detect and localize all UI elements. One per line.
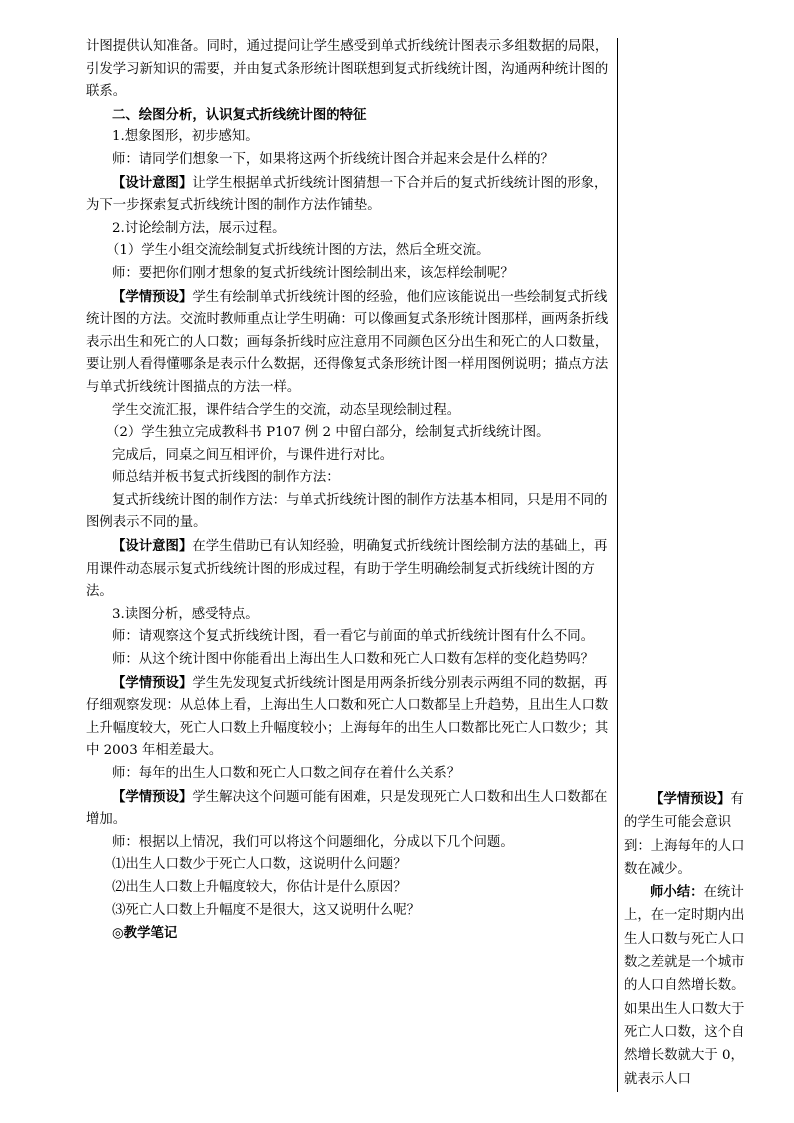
- paragraph: 师：根据以上情况，我们可以将这个问题细化，分成以下几个问题。: [112, 834, 514, 850]
- paragraph: （1）学生小组交流绘制复式折线统计图的方法，然后全班交流。: [106, 243, 490, 259]
- paragraph: 师：请同学们想象一下，如果将这两个折线统计图合并起来会是什么样的？: [112, 151, 554, 167]
- student-preset-label: 【学情预设】: [112, 674, 193, 691]
- design-intent-label: 【设计意图】: [112, 174, 193, 191]
- paragraph: 完成后，同桌之间互相评价，与课件进行对比。: [112, 447, 394, 463]
- paragraph: 复式折线统计图的制作方法：与单式折线统计图的制作方法基本相同，只是用不同的图例表示不同的量。: [86, 492, 608, 531]
- paragraph: 【设计意图】在学生借助已有认知经验，明确复式折线统计图绘制方法的基础上，再用课件动态展示复式折线统计图的形成过程，有助于学生明确绘制复式折线统计图的方法。: [86, 538, 608, 600]
- paragraph: （2）学生独立完成教科书 P107 例 2 中留白部分，绘制复式折线统计图。: [106, 425, 550, 441]
- paragraph: ⑴出生人口数少于死亡人口数，这说明什么问题？: [112, 857, 407, 873]
- paragraph: 【学情预设】学生先发现复式折线统计图是用两条折线分别表示两组不同的数据，再仔细观察发现：从总体上看，上海出生人口数和死亡人口数都呈上升趋势，且出生人口数上升幅度较大，死亡人口数上升幅度较小；上海每年的出生人口数都比死亡人口数少；其中 2003 年相差最大。: [86, 674, 609, 759]
- side-note-preset: 【学情预设】有的学生可能会意识到：上海每年的人口数在减少。: [624, 791, 745, 877]
- paragraph: 师总结并板书复式折线图的制作方法：: [112, 470, 340, 486]
- paragraph: 【学情预设】学生解决这个问题可能有困难，只是发现死亡人口数和出生人口数都在增加。: [86, 788, 608, 828]
- side-note-summary: 师小结：在统计上，在一定时期内出生人口数与死亡人口数之差就是一个城市的人口自然增长数。如果出生人口数大于死亡人口数，这个自然增长数就大于 0，就表示人口: [624, 884, 745, 1087]
- student-preset-label: 【学情预设】: [112, 788, 193, 805]
- student-preset-label: 【学情预设】: [112, 288, 193, 305]
- section-heading: 二、绘图分析，认识复式折线统计图的特征: [112, 106, 367, 123]
- paragraph: 【设计意图】让学生根据单式折线统计图猜想一下合并后的复式折线统计图的形象，为下一步探索复式折线统计图的制作方法作铺垫。: [86, 174, 608, 214]
- teaching-notes-heading: ◎教学笔记: [112, 925, 178, 942]
- lesson-main-column: [86, 36, 616, 945]
- paragraph: 师：每年的出生人口数和死亡人口数之间存在着什么关系？: [112, 766, 461, 781]
- paragraph: 师：请观察这个复式折线统计图，看一看它与前面的单式折线统计图有什么不同。: [112, 629, 595, 645]
- design-intent-label: 【设计意图】: [112, 538, 193, 555]
- paragraph: 3.读图分析，感受特点。: [112, 606, 259, 622]
- paragraph: 学生交流汇报，课件结合学生的交流，动态呈现绘制过程。: [112, 402, 461, 418]
- paragraph: 师：从这个统计图中你能看出上海出生人口数和死亡人口数有怎样的变化趋势吗？: [112, 652, 595, 668]
- paragraph: 【学情预设】学生有绘制单式折线统计图的经验，他们应该能说出一些绘制复式折线统计图的方法。交流时教师重点让学生明确：可以像画复式条形统计图那样，画两条折线表示出生和死亡的人口数；画每条折线时应注意用不同颜色区分出生和死亡的人口数量，要让别人看得懂哪条是表示什么数据，还得像复式条形统计图一样用图例说明；描点方法与单式折线统计图描点的方法一样。: [86, 288, 609, 395]
- paragraph: 2.讨论绘制方法，展示过程。: [112, 220, 286, 236]
- paragraph: 计图提供认知准备。同时，通过提问让学生感受到单式折线统计图表示多组数据的局限，引发学习新知识的需要，并由复式条形统计图联想到复式折线统计图，沟通两种统计图的联系。: [86, 39, 609, 100]
- paragraph: 师：要把你们刚才想象的复式折线统计图绘制出来，该怎样绘制呢？: [112, 265, 514, 281]
- paragraph: ⑵出生人口数上升幅度较大，你估计是什么原因？: [112, 879, 407, 895]
- paragraph: ⑶死亡人口数上升幅度不是很大，这又说明什么呢？: [112, 902, 420, 918]
- paragraph: 1.想象图形，初步感知。: [112, 129, 259, 145]
- side-note-column: [624, 788, 752, 1091]
- column-divider: [617, 38, 618, 1092]
